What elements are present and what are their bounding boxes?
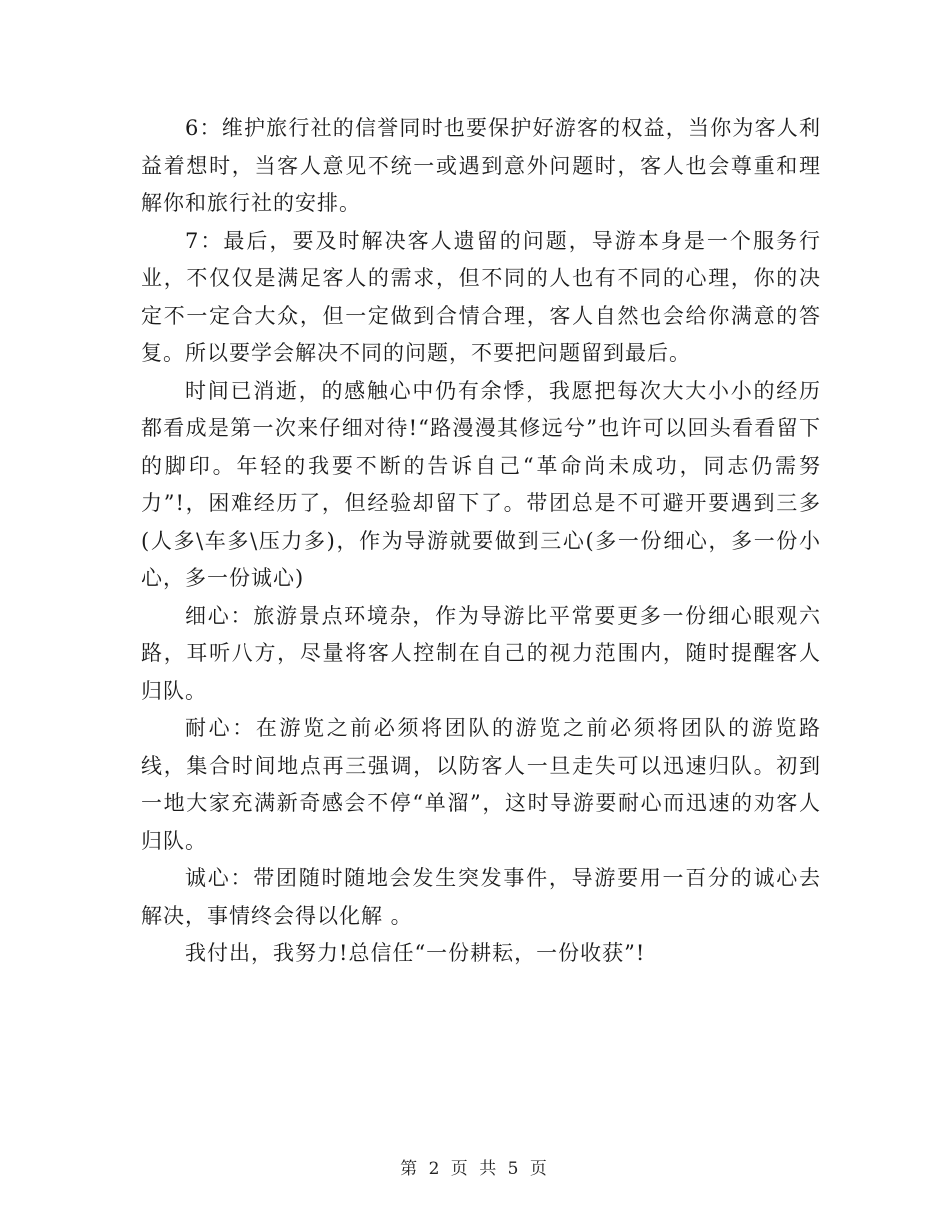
paragraph-sincerity: 诚心：带团随时随地会发生突发事件，导游要用一百分的诚心去解决，事情终会得以化解 。 [141,866,821,928]
paragraph-careful: 细心：旅游景点环境杂，作为导游比平常要更多一份细心眼观六路，耳听八方，尽量将客人控制在自己的视力范围内，随时提醒客人归队。 [141,603,821,703]
page-number-footer: 第 2 页 共 5 页 [400,1159,550,1179]
paragraph-6-reputation: 6：维护旅行社的信誉同时也要保护好游客的权益，当你为客人利益着想时，当客人意见不统一或遇到意外问题时，客人也会尊重和理解你和旅行社的安排。 [141,116,821,215]
document-body [141,110,821,973]
paragraph-7-resolve-issues: 7：最后，要及时解决客人遗留的问题，导游本身是一个服务行业，不仅仅是满足客人的需求，但不同的人也有不同的心理，你的决定不一定合大众，但一定做到合情合理，客人自然也会给你满意的答复。所以要学会解决不同的问题，不要把问题留到最后。 [141,228,821,365]
paragraph-reflection: 时间已消逝，的感触心中仍有余悸，我愿把每次大大小小的经历都看成是第一次来仔细对待!“路漫漫其修远兮”也许可以回头看看留下的脚印。年轻的我要不断的告诉自己“革命尚未成功，同志仍需努力”!，困难经历了，但经验却留下了。带团总是不可避开要遇到三多(人多\车多\压力多)，作为导游就要做到三心(多一份细心，多一份小心，多一份诚心) [141,378,821,590]
paragraph-patience: 耐心：在游览之前必须将团队的游览之前必须将团队的游览路线，集合时间地点再三强调，以防客人一旦走失可以迅速归队。初到一地大家充满新奇感会不停“单溜”，这时导游要耐心而迅速的劝客人归队。 [141,716,821,853]
paragraph-closing: 我付出，我努力!总信任“一份耕耘，一份收获”! [185,941,646,965]
